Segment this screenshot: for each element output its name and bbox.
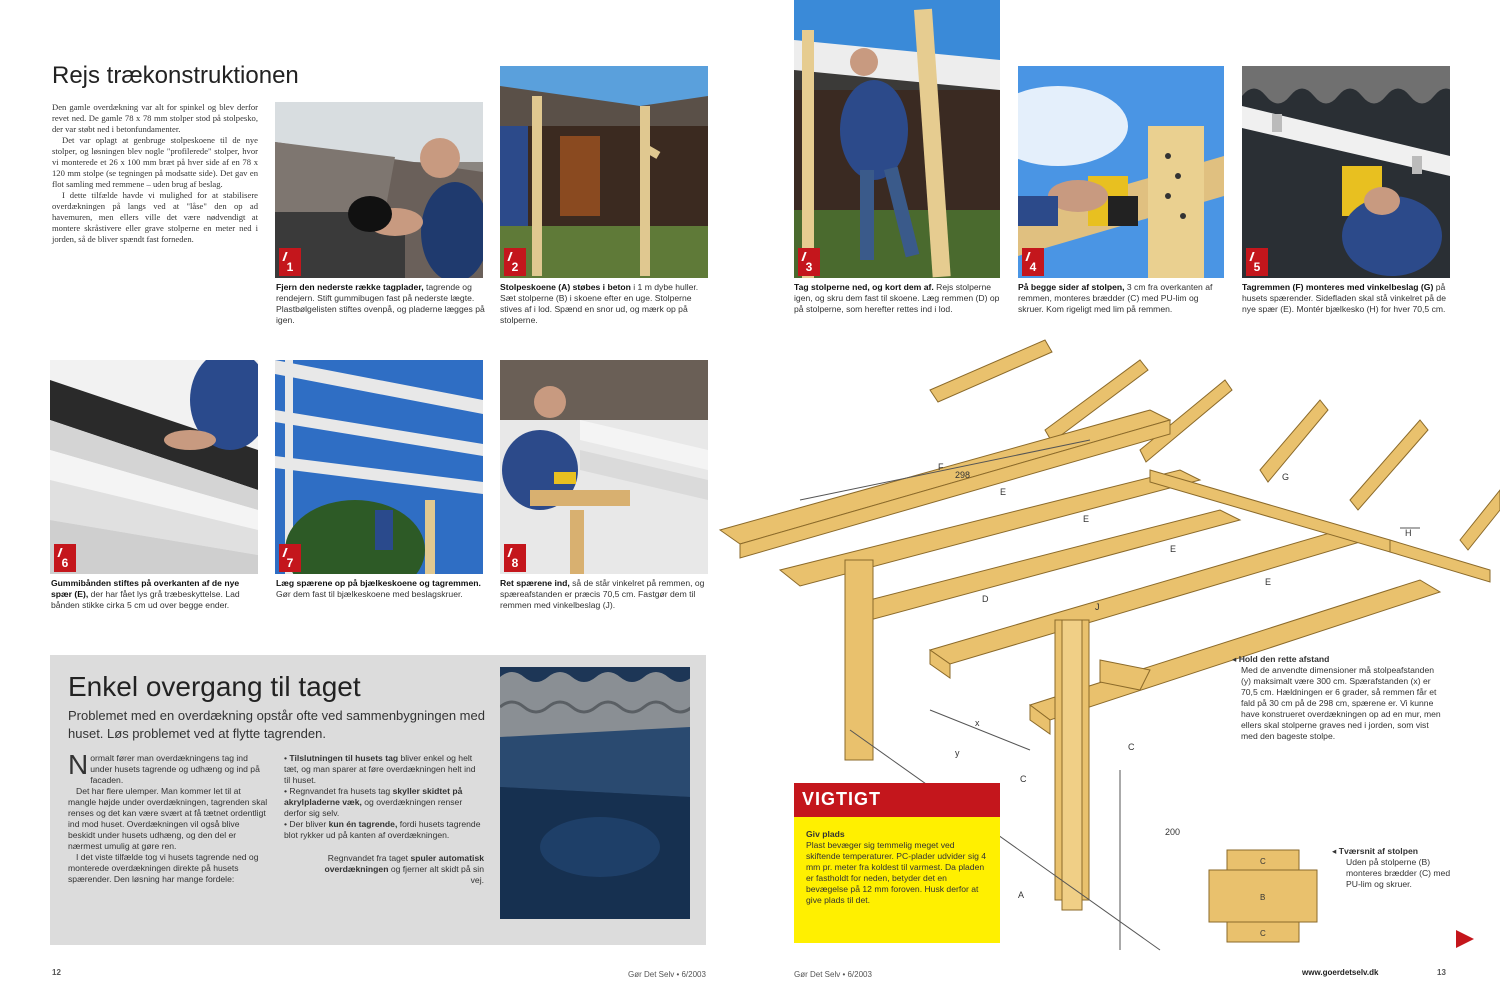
- step-badge-8: 8: [504, 544, 526, 572]
- dim-298: 298: [955, 470, 971, 480]
- bullet-2-text: og overdækningen renser derfor sig selv.: [284, 797, 463, 818]
- caption-step-5-bold: Tagremmen (F) monteres med vinkelbeslag (G): [1242, 282, 1434, 292]
- photo-step-7: [275, 360, 483, 574]
- note-section-text: Uden på stolperne (B) monteres brædder (C) med PU-lim og skruer.: [1346, 857, 1451, 889]
- intro-text: [52, 102, 258, 245]
- photo-step-4: [1018, 66, 1224, 278]
- photo-step-3: [794, 0, 1000, 278]
- section-label-C-bottom: C: [1260, 929, 1266, 938]
- box-column-1-p3: I det viste tilfælde tog vi husets tagrende ned og monterede overdækningen direkte på husets spærender. Den løsning har mange fordele:: [68, 852, 259, 884]
- label-H: H: [1405, 528, 1412, 538]
- bullet-2: • Regnvandet fra husets tag skyller skidtet på akrylpladerne væk, og overdækningen renser derfor sig selv.: [284, 786, 463, 818]
- vigtigt-box: [794, 783, 1000, 943]
- caption-step-1-text: tagrende og rendejern. Stift gummibugen fast på nederste lægte. Plastbølgelisten stiftes ovenpå, og pladerne lægges på igen.: [276, 282, 485, 325]
- label-D: D: [982, 594, 989, 604]
- bullet-2-bold: skyller skidtet på akrylpladerne væk,: [284, 786, 463, 807]
- label-J: J: [1095, 602, 1100, 612]
- intro-paragraph-1: Den gamle overdækning var alt for spinkel og blev derfor revet ned. De gamle 78 x 78 mm stolper stod på stolpesko, der var støbt ned i betonfundamenter.: [52, 102, 258, 134]
- vigtigt-text: Plast bevæger sig temmelig meget ved skiftende temperaturer. PC-plader udvider sig 4 mm pr. meter fra koldest til varmest. Da pladen er fastholdt for neden, betyder det en bevægelse på 12 mm foroven. Husk derfor at give plads til det.: [806, 840, 987, 905]
- label-x: x: [975, 718, 980, 728]
- step-badge-2: 2: [504, 248, 526, 276]
- label-E2: E: [1083, 514, 1090, 524]
- caption-step-2-text: i 1 m dybe huller. Sæt stolperne (B) i skoene efter en uge. Stolperne stives af i lod. Spænd en snor ud, og mærk op på stolperne.: [500, 282, 699, 325]
- caption-step-3-text: Rejs stolperne igen, og skru dem fast til skoene. Læg remmen (D) op på stolperne, som herefter rettes ind i lod.: [794, 282, 1000, 314]
- roof-photo: [500, 667, 690, 919]
- photo-step-3-image: [794, 0, 1000, 278]
- caption-step-7: [276, 578, 484, 600]
- caption-step-6-bold: Gummibånden stiftes på overkanten af de nye spær (E),: [51, 578, 240, 599]
- label-E4: E: [1265, 577, 1272, 587]
- post-cross-section: [1205, 846, 1320, 946]
- vigtigt-body: [794, 817, 1000, 906]
- dim-200: 200: [1165, 827, 1181, 837]
- note-distance-title-row: [1232, 654, 1446, 665]
- roof-photo-image: [500, 667, 690, 919]
- photo-step-8: [500, 360, 708, 574]
- vigtigt-header: VIGTIGT: [794, 783, 1000, 817]
- caption-step-2-bold: Stolpeskoene (A) støbes i beton: [500, 282, 631, 292]
- magazine-footer-left: Gør Det Selv • 6/2003: [628, 970, 706, 979]
- photo-step-1: [275, 102, 483, 278]
- photo-step-2: [500, 66, 708, 278]
- box-image-caption-bold: spuler automatisk overdækningen: [324, 853, 484, 874]
- arrow-left-icon: ◂: [1232, 654, 1239, 664]
- box-column-1-p2: Det har flere ulemper. Man kommer let til at mangle højde under overdækningen, tagrenden skal renses og det kan være svært at få tætnet ordentligt ind mod huset. Overdækningen vil også blive beskidt under husets udhæng, og den del er nærmest umulig at gøre ren.: [68, 786, 268, 851]
- bullet-2-pre: Regnvandet fra husets tag: [289, 786, 393, 796]
- box-column-1: [68, 749, 268, 885]
- caption-step-5: [1242, 282, 1452, 315]
- caption-step-3: [794, 282, 1000, 315]
- drop-cap: N: [68, 749, 89, 780]
- caption-step-4-text: 3 cm fra overkanten af remmen, monteres brædder (C) med PU-lim og skruer. Kom rigeligt med lim på remmen.: [1018, 282, 1213, 314]
- bullet-1-text: bliver enkel og helt tæt, og man sparer at føre overdækningen helt ind til huset.: [284, 753, 476, 785]
- label-E3: E: [1170, 544, 1177, 554]
- caption-step-4: [1018, 282, 1224, 315]
- label-A: A: [1018, 890, 1025, 900]
- photo-step-4-image: [1018, 66, 1224, 278]
- caption-step-1-bold: Fjern den nederste række tagplader,: [276, 282, 424, 292]
- step-badge-6: 6: [54, 544, 76, 572]
- section-label-B: B: [1260, 893, 1266, 902]
- label-E1: E: [1000, 487, 1007, 497]
- caption-step-3-bold: Tag stolperne ned, og kort dem af.: [794, 282, 934, 292]
- caption-step-8-bold: Ret spærene ind,: [500, 578, 570, 588]
- photo-step-6: [50, 360, 258, 574]
- magazine-footer-right: Gør Det Selv • 6/2003: [794, 970, 872, 979]
- bullet-3-pre: Der bliver: [289, 819, 329, 829]
- box-title: Enkel overgang til taget: [68, 671, 361, 702]
- bullet-3-text: fordi husets tagrende blot rykker ud på kanten af overdækningen.: [284, 819, 481, 840]
- vigtigt-subtitle: Giv plads: [806, 829, 845, 839]
- page-number-left: 12: [52, 968, 61, 977]
- caption-step-6: [51, 578, 259, 611]
- bullet-3-bold: kun én tagrende,: [328, 819, 398, 829]
- note-section-title-row: [1332, 846, 1452, 857]
- box-column-2: [284, 753, 484, 886]
- label-y: y: [955, 748, 960, 758]
- box-column-1-p1: ormalt fører man overdækningens tag ind under husets tagrende og udhæng og ind på facaden.: [90, 753, 260, 785]
- box-image-caption: [284, 853, 484, 886]
- photo-step-2-image: [500, 66, 708, 278]
- caption-step-6-text: der har fået lys grå træbeskyttelse. Lad bånden stikke cirka 5 cm ud over begge ender.: [51, 589, 240, 610]
- intro-paragraph-2: Det var oplagt at genbruge stolpeskoene til de nye stolper, og løsningen blev nogle "profilerede" stolper, hvor vi monterede et 26 x 100 mm bræt på hver side af en 78 x 120 mm stolpe (se tegningen på modsatte side). Det gav en flot samling med remmene – uden brug af beslag.: [52, 135, 258, 189]
- overgang-box: [50, 655, 706, 945]
- note-section-title: Tværsnit af stolpen: [1338, 846, 1418, 856]
- caption-step-8: [500, 578, 708, 611]
- website-url: www.goerdetselv.dk: [1302, 968, 1379, 977]
- section-label-C-top: C: [1260, 857, 1266, 866]
- label-G: G: [1282, 472, 1290, 482]
- intro-paragraph-3: I dette tilfælde havde vi mulighed for at stabilisere overdækningen på langs ved at "låse" den op ad havemuren, men ellers ville det være nødvendigt at montere skråstivere eller grave stolperne en meter ned i jorden, så de bliver spændt fast forneden.: [52, 190, 258, 244]
- caption-step-1: [276, 282, 486, 326]
- label-C1: C: [1128, 742, 1135, 752]
- note-distance-title: Hold den rette afstand: [1238, 654, 1330, 664]
- photo-step-1-image: [275, 102, 483, 278]
- bullet-1: • Tilslutningen til husets tag bliver enkel og helt tæt, og man sparer at føre overdækningen helt ind til huset.: [284, 753, 476, 785]
- bullet-3: • Der bliver kun én tagrende, fordi husets tagrende blot rykker ud på kanten af overdækningen.: [284, 819, 481, 840]
- caption-step-7-bold: Læg spærene op på bjælkeskoene og tagremmen.: [276, 578, 481, 588]
- label-F: F: [938, 462, 944, 472]
- box-lead: Problemet med en overdækning opstår ofte ved sammenbygningen med huset. Løs problemet ved at flytte tagrenden.: [68, 708, 485, 741]
- caption-step-7-text: Gør dem fast til bjælkeskoene med beslagskruer.: [276, 589, 463, 599]
- photo-step-6-image: [50, 360, 258, 574]
- page-number-right: 13: [1437, 968, 1446, 977]
- caption-step-2: [500, 282, 708, 326]
- box-image-caption-text: og fjerner alt skidt på sin vej.: [388, 864, 484, 885]
- arrow-left-icon: ◂: [1332, 846, 1339, 856]
- step-badge-4: 4: [1022, 248, 1044, 276]
- photo-step-8-image: [500, 360, 708, 574]
- bullet-1-bold: Tilslutningen til husets tag: [289, 753, 399, 763]
- caption-step-5-text: på husets spærender. Sidefladen skal stå vinkelret på de nye spær (E). Montér bjælkesko (H) for hver 70,5 cm.: [1242, 282, 1446, 314]
- next-page-arrow-icon: [1454, 928, 1476, 950]
- photo-step-5: [1242, 66, 1450, 278]
- label-C2: C: [1020, 774, 1027, 784]
- box-image-caption-pre: Regnvandet fra taget: [327, 853, 411, 863]
- note-section: [1332, 846, 1452, 890]
- caption-step-8-text: så de står vinkelret på remmen, og spæreafstanden er præcis 70,5 cm. Fastgør dem til remmen med vinkelbeslag (J).: [500, 578, 705, 610]
- caption-step-4-bold: På begge sider af stolpen,: [1018, 282, 1125, 292]
- photo-step-5-image: [1242, 66, 1450, 278]
- photo-step-7-image: [275, 360, 483, 574]
- note-distance: [1232, 654, 1446, 742]
- step-badge-5: 5: [1246, 248, 1268, 276]
- step-badge-1: 1: [279, 248, 301, 276]
- step-badge-3: 3: [798, 248, 820, 276]
- note-distance-text: Med de anvendte dimensioner må stolpeafstanden (y) maksimalt være 300 cm. Spærafstanden (x) er 70,5 cm. Hældningen er 6 grader, så remmen får et fald på 30 cm på de 298 cm, spærene er. Vi kunne have konstrueret overdækningen op ad en mur, men ellers skal stolperne graves ned i jorden, som vist med den bageste stolpe.: [1241, 665, 1441, 741]
- left-title: Rejs trækonstruktionen: [52, 62, 299, 89]
- step-badge-7: 7: [279, 544, 301, 572]
